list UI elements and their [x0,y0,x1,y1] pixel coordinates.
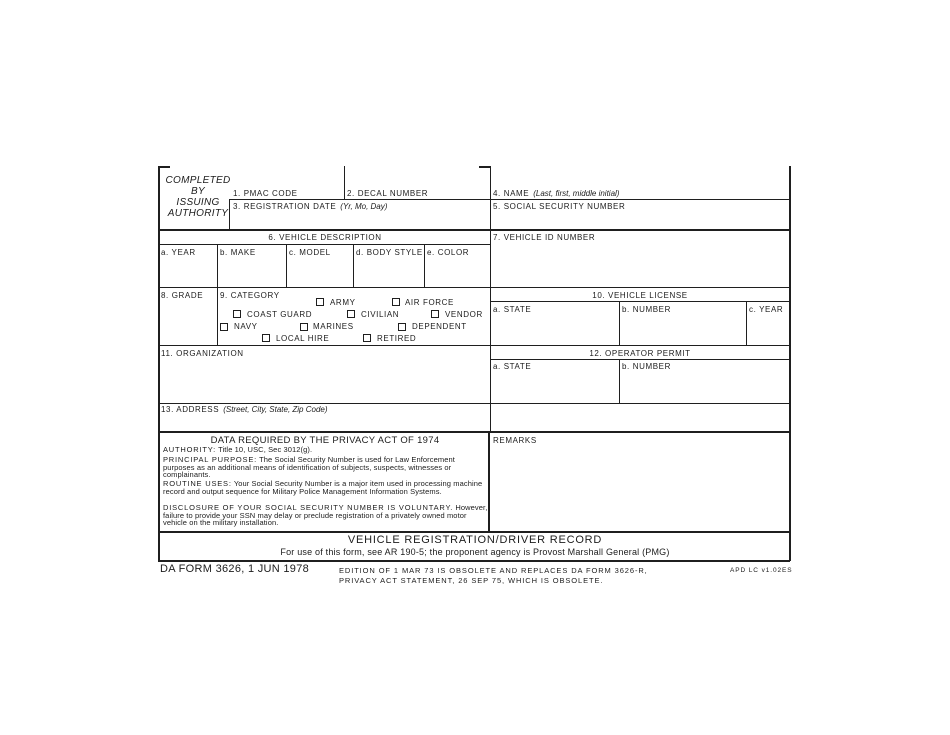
category-marines-label: MARINES [313,322,354,331]
license-state-field[interactable] [493,318,615,342]
category-navy-label: NAVY [234,322,258,331]
category-label: 9. CATEGORY [220,291,280,300]
category-civilian-checkbox[interactable] [347,310,355,318]
year-field[interactable] [161,262,213,284]
form-number: DA FORM 3626, 1 JUN 1978 [160,563,310,575]
privacy-purpose [163,456,488,479]
address-label-text: 13. ADDRESS [161,405,220,414]
category-civilian-label: CIVILIAN [361,310,400,319]
category-retired-checkbox[interactable] [363,334,371,342]
model-label: c. MODEL [289,248,331,257]
remarks-label: REMARKS [493,436,537,445]
category-air-force-checkbox[interactable] [392,298,400,306]
name-label [493,189,619,198]
name-field[interactable] [493,170,785,186]
vehicle-id-field[interactable] [493,250,785,282]
category-coast-guard-checkbox[interactable] [233,310,241,318]
organization-field[interactable] [161,362,486,400]
category-local-hire-label: LOCAL HIRE [276,334,330,343]
license-year-label: c. YEAR [749,305,784,314]
issuing-line: BY [191,186,205,197]
operator-permit-label: 12. OPERATOR PERMIT [589,349,691,358]
permit-number-field[interactable] [622,376,786,400]
privacy-disclosure-text: However, failure to provide your SSN may delay or preclude registration of a privately owned motor vehicle on the military installation. [163,503,488,528]
privacy-authority-text: Title 10, USC, Sec 3012(g). [218,445,313,454]
license-number-label: b. NUMBER [622,305,671,314]
name-hint: (Last, first, middle initial) [533,189,620,198]
category-coast-guard-label: COAST GUARD [247,310,313,319]
category-vendor-checkbox[interactable] [431,310,439,318]
form-version: APD LC v1.02ES [730,567,793,574]
ssn-label: 5. SOCIAL SECURITY NUMBER [493,202,626,211]
category-army-label: ARMY [330,298,356,307]
edition-line-1: EDITION OF 1 MAR 73 IS OBSOLETE AND REPLACES DA FORM 3626-R, [339,566,648,575]
color-label: e. COLOR [427,248,470,257]
model-field[interactable] [289,262,349,284]
privacy-disclosure [163,504,488,527]
year-label: a. YEAR [161,248,196,257]
vehicle-description-label: 6. VEHICLE DESCRIPTION [268,233,382,242]
issuing-authority-label [163,175,233,219]
license-year-field[interactable] [749,318,787,342]
body-style-field[interactable] [356,262,420,284]
category-local-hire-checkbox[interactable] [262,334,270,342]
address-hint: (Street, City, State, Zip Code) [223,405,328,414]
permit-number-label: b. NUMBER [622,362,671,371]
permit-state-field[interactable] [493,376,615,400]
category-marines-checkbox[interactable] [300,323,308,331]
registration-date-field[interactable] [233,213,485,227]
issuing-line: COMPLETED [165,175,231,186]
category-retired-label: RETIRED [377,334,417,343]
ssn-field[interactable] [493,213,785,227]
make-field[interactable] [220,262,282,284]
privacy-disclosure-label: DISCLOSURE OF YOUR SOCIAL SECURITY NUMBER IS VOLUNTARY. [163,503,454,512]
pmac-code-field[interactable] [231,170,341,186]
form-subtitle: For use of this form, see AR 190-5; the proponent agency is Provost Marshall General (PMG) [280,547,670,557]
category-air-force-label: AIR FORCE [405,298,454,307]
category-army-checkbox[interactable] [316,298,324,306]
organization-label: 11. ORGANIZATION [161,349,244,358]
edition-note [339,566,648,586]
registration-date-label-text: 3. REGISTRATION DATE [233,202,337,211]
category-navy-checkbox[interactable] [220,323,228,331]
address-field[interactable] [161,416,786,429]
privacy-act-title: DATA REQUIRED BY THE PRIVACY ACT OF 1974 [210,435,440,446]
decal-number-field[interactable] [346,170,486,186]
privacy-purpose-label: PRINCIPAL PURPOSE: [163,455,258,464]
issuing-line: AUTHORITY [167,208,229,219]
privacy-routine [163,480,488,495]
vehicle-id-label: 7. VEHICLE ID NUMBER [493,233,596,242]
registration-date-hint: (Yr, Mo, Day) [340,202,388,211]
permit-state-label: a. STATE [493,362,532,371]
color-field[interactable] [427,262,487,284]
body-style-label: d. BODY STYLE [356,248,423,257]
decal-number-label: 2. DECAL NUMBER [347,189,429,198]
vehicle-license-label: 10. VEHICLE LICENSE [592,291,688,300]
form-title: VEHICLE REGISTRATION/DRIVER RECORD [347,534,603,546]
license-state-label: a. STATE [493,305,532,314]
pmac-code-label: 1. PMAC CODE [233,189,298,198]
grade-field[interactable] [161,305,213,341]
privacy-routine-label: ROUTINE USES: [163,479,232,488]
privacy-purpose-text: The Social Security Number is used for Law Enforcement purposes as an additional means of identification of subjects, suspects, witnesses or complainants. [163,455,455,480]
privacy-authority-label: AUTHORITY: [163,445,217,454]
license-number-field[interactable] [622,318,742,342]
category-dependent-label: DEPENDENT [412,322,467,331]
registration-date-label [233,202,387,211]
make-label: b. MAKE [220,248,256,257]
issuing-line: ISSUING [176,197,220,208]
category-dependent-checkbox[interactable] [398,323,406,331]
remarks-field[interactable] [493,448,785,528]
name-label-text: 4. NAME [493,189,530,198]
edition-line-2: PRIVACY ACT STATEMENT, 26 SEP 75, WHICH IS OBSOLETE. [339,576,604,585]
grade-label: 8. GRADE [161,291,204,300]
privacy-routine-text: Your Social Security Number is a major item used in processing machine record and output sequence for Military Police Management Information Systems. [163,479,483,496]
address-label [161,405,328,414]
privacy-authority [163,446,488,454]
category-vendor-label: VENDOR [445,310,483,319]
